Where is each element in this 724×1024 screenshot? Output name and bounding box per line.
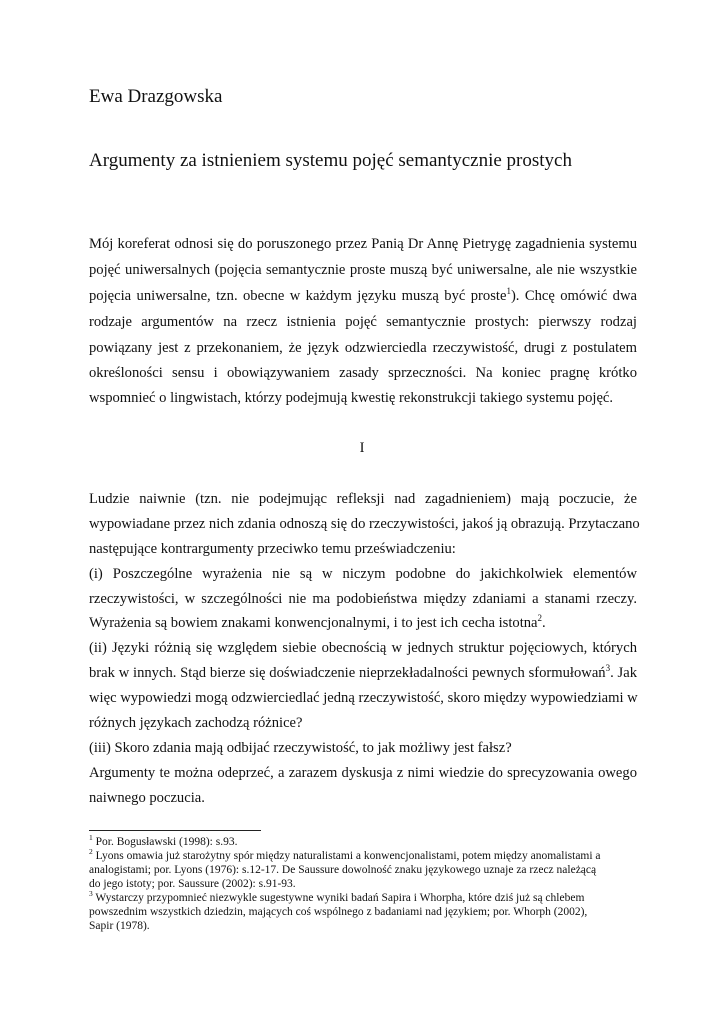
- footnote-3: [89, 889, 637, 905]
- intro-line: określoności sensu i obowiązywaniem zasady sprzeczności. Na koniec pragnę krótko: [89, 365, 637, 381]
- section-line: [89, 614, 637, 632]
- section-text: .: [542, 615, 546, 631]
- intro-line: powiązany jest z przekonaniem, że język odzwierciedla rzeczywistość, drugi z postulatem: [89, 340, 637, 356]
- intro-line: [89, 287, 637, 305]
- section-text: . Jak: [610, 665, 637, 681]
- intro-line: rodzaje argumentów na rzecz istnienia pojęć semantycznie prostych: pierwszy rodzaj: [89, 314, 637, 330]
- section-line: naiwnego poczucia.: [89, 790, 205, 806]
- section-line: następujące kontrargumenty przeciwko temu przeświadczeniu:: [89, 541, 456, 557]
- section-text: brak w innych. Stąd bierze się doświadczenie nieprzekładalności pewnych sformułowań: [89, 665, 606, 681]
- section-line: [89, 664, 637, 682]
- footnote-text: Lyons omawia już starożytny spór między naturalistami a konwencjonalistami, potem między anomalistami a: [92, 850, 601, 862]
- section-line: więc wypowiedzi mogą odzwierciedlać jedną rzeczywistość, skoro między wypowiedziami w: [89, 690, 638, 706]
- section-line: różnych językach zachodzą różnice?: [89, 715, 303, 731]
- intro-text: ). Chcę omówić dwa: [510, 288, 637, 304]
- intro-line: pojęć uniwersalnych (pojęcia semantycznie proste muszą być uniwersalne, ale nie wszystkie: [89, 262, 637, 278]
- section-line: Ludzie naiwnie (tzn. nie podejmując refleksji nad zagadnieniem) mają poczucie, że: [89, 491, 637, 507]
- footnote-ref: 2: [537, 613, 543, 624]
- section-line: (iii) Skoro zdania mają odbijać rzeczywistość, to jak możliwy jest fałsz?: [89, 740, 512, 756]
- section-text: Wyrażenia są bowiem znakami konwencjonalnymi, i to jest ich cecha istotna: [89, 615, 538, 631]
- footnote-separator: [89, 830, 261, 831]
- section-line: wypowiadane przez nich zdania odnoszą się do rzeczywistości, jakoś ją obrazują. Przytaczano: [89, 516, 640, 532]
- footnote-number: 1: [89, 833, 93, 843]
- footnote-text: Por. Bogusławski (1998): s.93.: [92, 836, 238, 848]
- section-line: rzeczywistości, w szczególności nie ma podobieństwa między zdaniami a stanami rzeczy.: [89, 591, 637, 607]
- paper-title: Argumenty za istnieniem systemu pojęć semantycznie prostych: [89, 150, 572, 171]
- footnote-number: 3: [89, 889, 93, 899]
- section-numeral: I: [359, 440, 365, 456]
- intro-line: Mój koreferat odnosi się do poruszonego przez Panią Dr Annę Pietrygę zagadnienia systemu: [89, 236, 637, 252]
- intro-text: pojęcia uniwersalne, tzn. obecne w każdym języku muszą być proste: [89, 288, 507, 304]
- footnote-number: 2: [89, 847, 93, 857]
- footnote-2-cont: do jego istoty; por. Saussure (2002): s.91-93.: [89, 878, 296, 890]
- footnote-2: [89, 847, 637, 863]
- section-line: Argumenty te można odeprzeć, a zarazem dyskusja z nimi wiedzie do sprecyzowania owego: [89, 765, 637, 781]
- footnote-3-cont: powszednim wszystkich dziedzin, mających coś wspólnego z badaniami nad językiem; por. Whorph (2002),: [89, 906, 588, 918]
- footnote-text: Wystarczy przypomnieć niezwykle sugestywne wyniki badań Sapira i Whorpha, które dziś już są chlebem: [92, 892, 585, 904]
- section-line: (ii) Języki różnią się względem siebie obecnością w jednych struktur pojęciowych, których: [89, 640, 637, 656]
- author-name: Ewa Drazgowska: [89, 86, 223, 107]
- footnote-2-cont: analogistami; por. Lyons (1976): s.12-17. De Saussure dowolność znaku językowego uznaje za rzecz należącą: [89, 864, 597, 876]
- footnote-3-cont: Sapir (1978).: [89, 920, 150, 932]
- footnote-ref: 1: [506, 286, 511, 297]
- section-line: (i) Poszczególne wyrażenia nie są w niczym podobne do jakichkolwiek elementów: [89, 566, 637, 582]
- intro-line: wspomnieć o lingwistach, którzy podejmują kwestię rekonstrukcji takiego systemu pojęć.: [89, 390, 614, 406]
- footnote-1: [89, 833, 637, 849]
- footnote-ref: 3: [605, 663, 611, 674]
